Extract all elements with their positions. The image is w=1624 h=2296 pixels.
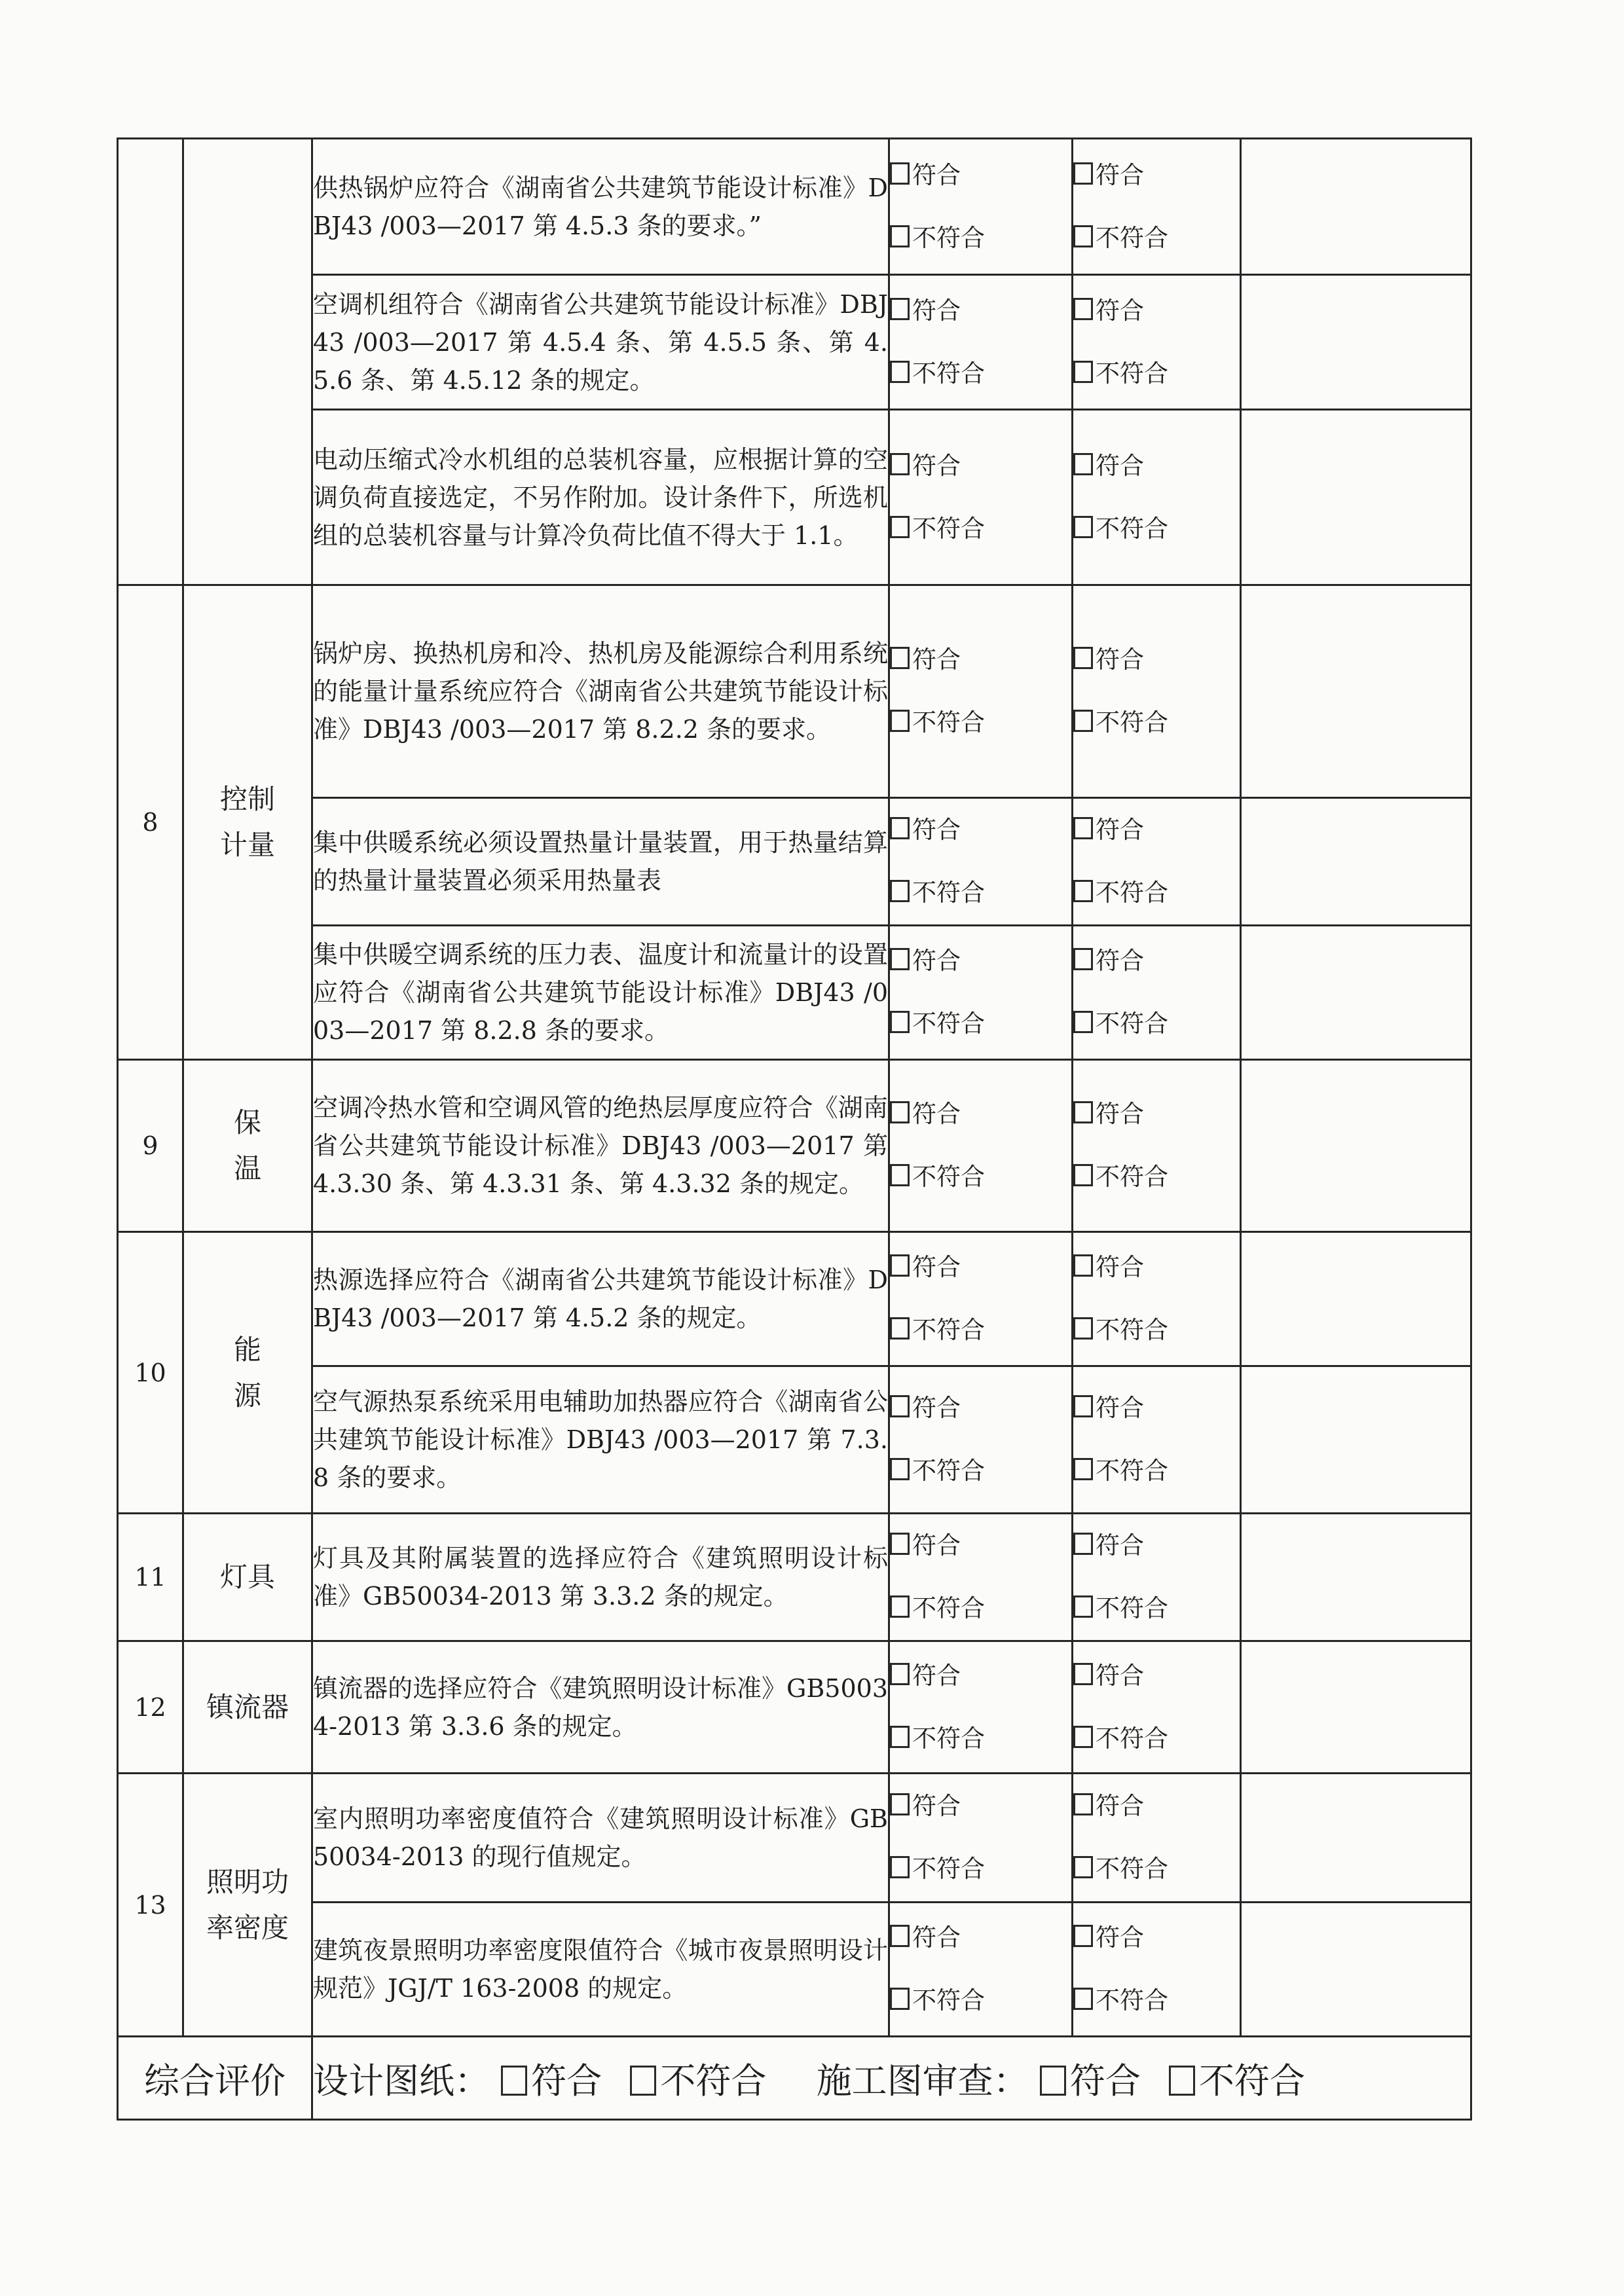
nonconform-text: 不符合: [1096, 879, 1168, 907]
remarks-cell: [1241, 275, 1471, 410]
category-label: 能源: [183, 1232, 312, 1514]
design-drawings-label: 设计图纸：: [313, 2060, 490, 2102]
table-row: [118, 139, 1471, 275]
table-row: [118, 1366, 1471, 1514]
review-check-cell: [1073, 1060, 1241, 1232]
checkbox-icon[interactable]: [1073, 1458, 1093, 1480]
checkbox-icon[interactable]: [890, 880, 910, 902]
checkbox-icon[interactable]: [1073, 1595, 1093, 1618]
design-conform-option[interactable]: [890, 144, 1071, 207]
review-conform-option[interactable]: [1073, 1645, 1240, 1707]
summary-label: 综合评价: [118, 2037, 312, 2120]
review-check-cell: [1073, 1903, 1241, 2037]
checkbox-icon[interactable]: [890, 1988, 910, 2010]
checkbox-icon[interactable]: [1073, 162, 1093, 185]
checkbox-icon[interactable]: [1073, 1988, 1093, 2010]
design-conform-option[interactable]: [890, 1514, 1071, 1577]
design-conform-option[interactable]: [890, 629, 1071, 691]
review-nonconform-option[interactable]: [1073, 1838, 1240, 1901]
checkbox-icon[interactable]: [1073, 361, 1093, 383]
remarks-cell: [1241, 410, 1471, 585]
checkbox-icon[interactable]: [890, 516, 910, 538]
checkbox-icon[interactable]: [1073, 1395, 1093, 1417]
requirement-text: 灯具及其附属装置的选择应符合《建筑照明设计标准》GB50034-2013 第 3.3.2 条的规定。: [312, 1514, 889, 1641]
review-check-cell: [1073, 926, 1241, 1060]
nonconform-text: 不符合: [912, 1010, 985, 1038]
checkbox-icon[interactable]: [1073, 1317, 1093, 1339]
checkbox-icon[interactable]: [890, 1856, 910, 1878]
nonconform-text: 不符合: [1096, 1986, 1168, 2014]
nonconform-text: 不符合: [912, 1986, 985, 2014]
review-nonconform-option[interactable]: [1073, 1146, 1240, 1209]
requirement-text: 空调机组符合《湖南省公共建筑节能设计标准》DBJ43 /003—2017 第 4.5.4 条、第 4.5.5 条、第 4.5.6 条、第 4.5.12 条的规定。: [312, 275, 889, 410]
design-check-cell: [889, 1060, 1073, 1232]
checkbox-icon[interactable]: [890, 298, 910, 320]
review-conform-option[interactable]: [1073, 1775, 1240, 1838]
conform-text: 符合: [912, 646, 961, 674]
design-nonconform-option[interactable]: [890, 862, 1071, 924]
nonconform-text: 不符合: [1096, 1163, 1168, 1191]
design-check-cell: [889, 1514, 1073, 1641]
checkbox-icon[interactable]: [1073, 817, 1093, 839]
checkbox-icon[interactable]: [890, 647, 910, 669]
summary-conform-text: 符合: [531, 2060, 602, 2102]
conform-text: 符合: [1096, 1253, 1144, 1281]
conform-text: 符合: [912, 1661, 961, 1690]
remarks-cell: [1241, 926, 1471, 1060]
checkbox-icon[interactable]: [1073, 1726, 1093, 1748]
conform-text: 符合: [912, 816, 961, 844]
nonconform-text: 不符合: [1096, 708, 1168, 737]
review-conform-option[interactable]: [1073, 435, 1240, 498]
review-check-cell: [1073, 1641, 1241, 1774]
nonconform-text: 不符合: [1096, 1457, 1168, 1485]
conform-text: 符合: [1096, 1792, 1144, 1820]
table-row: [118, 926, 1471, 1060]
category-label: [183, 1774, 312, 2037]
review-conform-option[interactable]: [1073, 1236, 1240, 1299]
design-conform-option[interactable]: [890, 1645, 1071, 1707]
checkbox-icon[interactable]: [1073, 710, 1093, 732]
category-label: 保温: [183, 1060, 312, 1232]
checkbox-icon[interactable]: [1073, 1164, 1093, 1186]
remarks-cell: [1241, 1514, 1471, 1641]
checkbox-icon[interactable]: [890, 225, 910, 247]
item-number: 8: [118, 585, 183, 1060]
checkbox-icon[interactable]: [890, 361, 910, 383]
conform-text: 符合: [1096, 1923, 1144, 1952]
review-nonconform-option[interactable]: [1073, 862, 1240, 924]
table-row: [118, 798, 1471, 926]
nonconform-text: 不符合: [1096, 1010, 1168, 1038]
nonconform-text: 不符合: [1096, 514, 1168, 543]
table-row: [118, 1232, 1471, 1366]
checkbox-icon[interactable]: [890, 1164, 910, 1186]
checkbox-icon[interactable]: [890, 1458, 910, 1480]
summary-conform-text: 符合: [1069, 2060, 1141, 2102]
design-nonconform-option[interactable]: [890, 1146, 1071, 1209]
review-nonconform-option[interactable]: [1073, 498, 1240, 560]
energy-review-table: [117, 137, 1472, 2121]
item-number-cell: [118, 139, 183, 585]
item-number: 12: [118, 1641, 183, 1774]
design-check-cell: [889, 139, 1073, 275]
review-nonconform-option[interactable]: [1073, 207, 1240, 270]
requirement-text: 电动压缩式冷水机组的总装机容量，应根据计算的空调负荷直接选定，不另作附加。设计条件下，所选机组的总装机容量与计算冷负荷比值不得大于 1.1。: [312, 410, 889, 585]
review-check-cell: [1073, 139, 1241, 275]
review-conform-option[interactable]: [1073, 930, 1240, 993]
checkbox-icon[interactable]: [1073, 1101, 1093, 1123]
design-check-cell: [889, 585, 1073, 798]
design-nonconform-option[interactable]: [890, 691, 1071, 754]
review-nonconform-option[interactable]: [1073, 1440, 1240, 1503]
category-cell: [183, 139, 312, 585]
checkbox-icon[interactable]: [890, 817, 910, 839]
conform-text: 符合: [912, 1792, 961, 1820]
checkbox-icon[interactable]: [1073, 948, 1093, 970]
nonconform-text: 不符合: [912, 514, 985, 543]
construction-review-label: 施工图审查：: [816, 2060, 1029, 2102]
design-check-cell: [889, 275, 1073, 410]
checkbox-icon[interactable]: [1073, 1663, 1093, 1685]
review-conform-option[interactable]: [1073, 1377, 1240, 1440]
design-nonconform-option[interactable]: [890, 1440, 1071, 1503]
nonconform-text: 不符合: [912, 708, 985, 737]
checkbox-icon[interactable]: [890, 1925, 910, 1947]
review-check-cell: [1073, 1514, 1241, 1641]
nonconform-text: 不符合: [1096, 1316, 1168, 1344]
design-nonconform-option[interactable]: [890, 498, 1071, 560]
review-nonconform-option[interactable]: [1073, 1707, 1240, 1770]
checkbox-icon[interactable]: [1073, 1011, 1093, 1033]
nonconform-text: 不符合: [912, 1316, 985, 1344]
design-nonconform-option[interactable]: [890, 1299, 1071, 1362]
design-conform-option[interactable]: [890, 435, 1071, 498]
requirement-text: 镇流器的选择应符合《建筑照明设计标准》GB50034-2013 第 3.3.6 条的规定。: [312, 1641, 889, 1774]
review-nonconform-option[interactable]: [1073, 993, 1240, 1055]
conform-text: 符合: [912, 296, 961, 325]
checkbox-icon[interactable]: [890, 1793, 910, 1815]
checkbox-icon[interactable]: [1073, 516, 1093, 538]
design-conform-option[interactable]: [890, 280, 1071, 342]
review-nonconform-option[interactable]: [1073, 1299, 1240, 1362]
category-label: 镇流器: [183, 1641, 312, 1774]
summary-review-nonconform-checkbox[interactable]: [1169, 2066, 1195, 2096]
checkbox-icon[interactable]: [1073, 1254, 1093, 1277]
conform-text: 符合: [1096, 646, 1144, 674]
remarks-cell: [1241, 1903, 1471, 2037]
review-conform-option[interactable]: [1073, 629, 1240, 691]
conform-text: 符合: [912, 160, 961, 189]
design-conform-option[interactable]: [890, 1236, 1071, 1299]
review-check-cell: [1073, 275, 1241, 410]
checkbox-icon[interactable]: [1073, 1533, 1093, 1555]
nonconform-text: 不符合: [912, 1855, 985, 1883]
conform-text: 符合: [1096, 1531, 1144, 1559]
conform-text: 符合: [1096, 296, 1144, 325]
nonconform-text: 不符合: [912, 359, 985, 388]
design-check-cell: [889, 1366, 1073, 1514]
conform-text: 符合: [1096, 1661, 1144, 1690]
review-nonconform-option[interactable]: [1073, 1577, 1240, 1640]
nonconform-text: 不符合: [1096, 223, 1168, 252]
checkbox-icon[interactable]: [1073, 647, 1093, 669]
review-check-cell: [1073, 585, 1241, 798]
review-conform-option[interactable]: [1073, 1514, 1240, 1577]
design-check-cell: [889, 798, 1073, 926]
design-nonconform-option[interactable]: [890, 342, 1071, 405]
nonconform-text: 不符合: [1096, 1855, 1168, 1883]
design-nonconform-option[interactable]: [890, 1707, 1071, 1770]
summary-review-conform-checkbox[interactable]: [1040, 2066, 1066, 2096]
table-row: [118, 410, 1471, 585]
checkbox-icon[interactable]: [1073, 298, 1093, 320]
item-number: 10: [118, 1232, 183, 1514]
checkbox-icon[interactable]: [1073, 1793, 1093, 1815]
summary-design-conform-checkbox[interactable]: [501, 2066, 527, 2096]
nonconform-text: 不符合: [912, 1163, 985, 1191]
item-number: 13: [118, 1774, 183, 2037]
review-conform-option[interactable]: [1073, 1083, 1240, 1146]
category-label: [183, 585, 312, 1060]
checkbox-icon[interactable]: [890, 710, 910, 732]
remarks-cell: [1241, 1232, 1471, 1366]
design-check-cell: [889, 926, 1073, 1060]
table-row: [118, 1774, 1471, 1903]
design-nonconform-option[interactable]: [890, 1577, 1071, 1640]
remarks-cell: [1241, 585, 1471, 798]
remarks-cell: [1241, 1060, 1471, 1232]
review-check-cell: [1073, 410, 1241, 585]
category-text: 照明功率密度: [206, 1865, 289, 1944]
nonconform-text: 不符合: [912, 1594, 985, 1622]
checkbox-icon[interactable]: [890, 1533, 910, 1555]
checkbox-icon[interactable]: [890, 1663, 910, 1685]
checkbox-icon[interactable]: [1073, 880, 1093, 902]
nonconform-text: 不符合: [1096, 1594, 1168, 1622]
requirement-text: 集中供暖系统必须设置热量计量装置，用于热量结算的热量计量装置必须采用热量表: [312, 798, 889, 926]
table-row: [118, 1903, 1471, 2037]
review-conform-option[interactable]: [1073, 799, 1240, 862]
table-row: [118, 1060, 1471, 1232]
checkbox-icon[interactable]: [890, 1317, 910, 1339]
design-check-cell: [889, 1232, 1073, 1366]
conform-text: 符合: [912, 1531, 961, 1559]
checkbox-icon[interactable]: [890, 1726, 910, 1748]
review-check-cell: [1073, 1232, 1241, 1366]
design-nonconform-option[interactable]: [890, 207, 1071, 270]
checkbox-icon[interactable]: [1073, 1856, 1093, 1878]
conform-text: 符合: [912, 451, 961, 480]
summary-design-nonconform-checkbox[interactable]: [630, 2066, 656, 2096]
conform-text: 符合: [912, 1100, 961, 1128]
review-nonconform-option[interactable]: [1073, 342, 1240, 405]
category-text: 控制计量: [219, 783, 275, 861]
summary-row: [118, 2037, 1471, 2120]
conform-text: 符合: [912, 1394, 961, 1422]
checkbox-icon[interactable]: [890, 1395, 910, 1417]
design-conform-option[interactable]: [890, 1775, 1071, 1838]
conform-text: 符合: [1096, 160, 1144, 189]
nonconform-text: 不符合: [1096, 1724, 1168, 1753]
conform-text: 符合: [1096, 1394, 1144, 1422]
requirement-text: 空气源热泵系统采用电辅助加热器应符合《湖南省公共建筑节能设计标准》DBJ43 /003—2017 第 7.3.8 条的要求。: [312, 1366, 889, 1514]
nonconform-text: 不符合: [1096, 359, 1168, 388]
table-row: [118, 585, 1471, 798]
checkbox-icon[interactable]: [1073, 225, 1093, 247]
table-row: [118, 1514, 1471, 1641]
summary-nonconform-text: 不符合: [660, 2060, 767, 2102]
category-label: 灯具: [183, 1514, 312, 1641]
requirement-text: 锅炉房、换热机房和冷、热机房及能源综合利用系统的能量计量系统应符合《湖南省公共建筑节能设计标准》DBJ43 /003—2017 第 8.2.2 条的要求。: [312, 585, 889, 798]
design-conform-option[interactable]: [890, 1906, 1071, 1969]
nonconform-text: 不符合: [912, 879, 985, 907]
conform-text: 符合: [912, 1923, 961, 1952]
summary-nonconform-text: 不符合: [1199, 2060, 1306, 2102]
table-row: [118, 1641, 1471, 1774]
review-check-cell: [1073, 798, 1241, 926]
conform-text: 符合: [1096, 451, 1144, 480]
remarks-cell: [1241, 1641, 1471, 1774]
checkbox-icon[interactable]: [890, 948, 910, 970]
remarks-cell: [1241, 139, 1471, 275]
item-number: 11: [118, 1514, 183, 1641]
review-check-cell: [1073, 1774, 1241, 1903]
summary-evaluation: [312, 2037, 1471, 2120]
design-conform-option[interactable]: [890, 799, 1071, 862]
item-number: 9: [118, 1060, 183, 1232]
checkbox-icon[interactable]: [1073, 453, 1093, 475]
conform-text: 符合: [1096, 947, 1144, 975]
design-check-cell: [889, 410, 1073, 585]
design-conform-option[interactable]: [890, 1377, 1071, 1440]
review-conform-option[interactable]: [1073, 1906, 1240, 1969]
conform-text: 符合: [912, 947, 961, 975]
table-row: [118, 275, 1471, 410]
checkbox-icon[interactable]: [890, 1595, 910, 1618]
checkbox-icon[interactable]: [890, 1011, 910, 1033]
checkbox-icon[interactable]: [890, 1101, 910, 1123]
conform-text: 符合: [1096, 1100, 1144, 1128]
design-check-cell: [889, 1903, 1073, 2037]
remarks-cell: [1241, 1366, 1471, 1514]
checkbox-icon[interactable]: [1073, 1925, 1093, 1947]
requirement-text: 空调冷热水管和空调风管的绝热层厚度应符合《湖南省公共建筑节能设计标准》DBJ43 /003—2017 第 4.3.30 条、第 4.3.31 条、第 4.3.32 条的规定。: [312, 1060, 889, 1232]
nonconform-text: 不符合: [912, 1724, 985, 1753]
design-nonconform-option[interactable]: [890, 1838, 1071, 1901]
design-conform-option[interactable]: [890, 930, 1071, 993]
review-nonconform-option[interactable]: [1073, 691, 1240, 754]
checkbox-icon[interactable]: [890, 1254, 910, 1277]
conform-text: 符合: [912, 1253, 961, 1281]
remarks-cell: [1241, 1774, 1471, 1903]
review-nonconform-option[interactable]: [1073, 1969, 1240, 2032]
requirement-text: 集中供暖空调系统的压力表、温度计和流量计的设置应符合《湖南省公共建筑节能设计标准》DBJ43 /003—2017 第 8.2.8 条的要求。: [312, 926, 889, 1060]
nonconform-text: 不符合: [912, 1457, 985, 1485]
requirement-text: 供热锅炉应符合《湖南省公共建筑节能设计标准》DBJ43 /003—2017 第 4.5.3 条的要求。”: [312, 139, 889, 275]
design-nonconform-option[interactable]: [890, 993, 1071, 1055]
review-check-cell: [1073, 1366, 1241, 1514]
review-conform-option[interactable]: [1073, 280, 1240, 342]
requirement-text: 热源选择应符合《湖南省公共建筑节能设计标准》DBJ43 /003—2017 第 4.5.2 条的规定。: [312, 1232, 889, 1366]
requirement-text: 室内照明功率密度值符合《建筑照明设计标准》GB50034-2013 的现行值规定。: [312, 1774, 889, 1903]
design-conform-option[interactable]: [890, 1083, 1071, 1146]
remarks-cell: [1241, 798, 1471, 926]
checkbox-icon[interactable]: [890, 453, 910, 475]
requirement-text: 建筑夜景照明功率密度限值符合《城市夜景照明设计规范》JGJ/T 163-2008 的规定。: [312, 1903, 889, 2037]
checkbox-icon[interactable]: [890, 162, 910, 185]
conform-text: 符合: [1096, 816, 1144, 844]
review-conform-option[interactable]: [1073, 144, 1240, 207]
design-check-cell: [889, 1774, 1073, 1903]
design-nonconform-option[interactable]: [890, 1969, 1071, 2032]
nonconform-text: 不符合: [912, 223, 985, 252]
design-check-cell: [889, 1641, 1073, 1774]
